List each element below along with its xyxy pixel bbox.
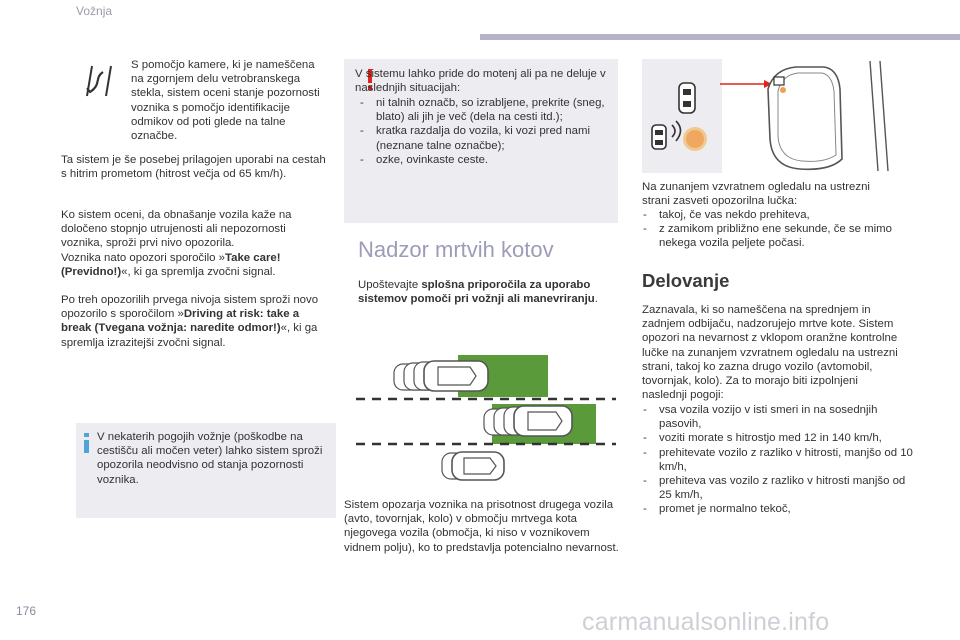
operation-body: Zaznavala, ki so nameščena na sprednjem in zadnjem odbijaču, nadzorujejo mrtve kote. Sistem opozori na nevarnost z vklopom oranžne kontrolne lučke na zunanjem vzvratnem ogledalu na ustrezni strani, takoj ko zazna drugo vozilo (avtomobil, tovornjak, kolo). Za to morajo biti izpolnjeni naslednji pogoji: (642, 304, 898, 402)
warning-box (344, 59, 618, 223)
section-title: Vožnja (76, 4, 113, 18)
paragraph-second-warning: Po treh opozorilih prvega nivoja sistem sproži novo opozorilo s sporočilom »Driving at risk: take a break (Tvegana vožnja: naredite odmor!)«, ki ga spremlja izrazitejši zvočni signal. (61, 294, 319, 349)
list-item: - promet je normalno tekoč, (642, 502, 914, 516)
recommendations-paragraph: Upoštevajte splošna priporočila za uporabo sistemov pomoči pri vožnji ali manevriranju. (358, 279, 598, 306)
list-item: - z zamikom približno ene sekunde, če se mimo nekega vozila peljete počasi. (642, 222, 892, 250)
header-bar (480, 34, 960, 40)
section-heading: Nadzor mrtvih kotov (358, 237, 554, 262)
paragraph-highway: Ta sistem je še posebej prilagojen uporabi na cestah s hitrim prometom (hitrost večja od 65 km/h). (61, 154, 326, 181)
operation-heading: Delovanje (642, 270, 730, 291)
list-item: - prehiteva vas vozilo z razliko v hitrosti manjšo od 25 km/h, (642, 474, 914, 502)
list-item: - voziti morate s hitrostjo med 12 in 140 km/h, (642, 431, 914, 445)
mirror-light-intro: Na zunanjem vzvratnem ogledalu na ustrezni strani zasveti opozorilna lučka: (642, 181, 870, 208)
operation-conditions (642, 403, 914, 517)
lane-departure-icon (84, 64, 114, 98)
list-item: - prehitevate vozilo z razliko v hitrosti, manjšo od 10 km/h, (642, 446, 914, 474)
recommendations-link-text: splošna priporočila za uporabo sistemov pomoči pri vožnji ali manevriranju (358, 279, 595, 306)
blind-spot-description: Sistem opozarja voznika na prisotnost drugega vozila (avto, tovornjak, kolo) v območju mrtvega kota njegovega vozila (območja, ki niso v voznikovem vidnem polju), ko to predstavlja potencialno nevarnost. (344, 499, 619, 554)
list-item: - kratka razdalja do vozila, ki vozi pred nami (neznane talne označbe); (359, 124, 615, 152)
warning-intro: V sistemu lahko pride do motenj ali pa ne deluje v naslednjih situacijah: (355, 68, 606, 95)
page-number: 176 (16, 604, 37, 618)
first-warning-text: Ko sistem oceni, da obnašanje vozila kaže na določeno stopnjo utrujenosti ali nepozornosti voznika, sproži prvi nivo opozorila. (61, 209, 292, 250)
list-item: - ni talnih označb, so izrabljene, prekrite (sneg, blato) ali jih je več (dela na cesti itd.); (359, 96, 615, 124)
mirror-warning-light-icon (720, 59, 892, 173)
mirror-illustration (642, 59, 892, 173)
camera-description: S pomočjo kamere, ki je nameščena na zgornjem delu vetrobranskega stekla, sistem oceni stanje pozornosti voznika s pomočjo identifikacije odmikov od poti glede na talne označbe. (131, 59, 320, 143)
info-icon (84, 433, 90, 453)
list-item: - takoj, če vas nekdo prehiteva, (642, 208, 892, 222)
watermark: carmanualsonline.info (582, 608, 830, 636)
list-item: - ozke, ovinkaste ceste. (359, 153, 615, 167)
info-box (76, 423, 336, 518)
mirror-light-list (642, 208, 892, 251)
driving-at-risk-message: Driving at risk: take a break (Tvegana vožnja: naredite odmor!) (61, 308, 300, 335)
take-care-message: Take care! (Previdno!) (61, 251, 281, 278)
blind-spot-icon (642, 59, 722, 173)
warning-list (359, 96, 615, 167)
list-item: - vsa vozila vozijo v isti smeri in na sosednjih pasovih, (642, 403, 914, 431)
paragraph-first-warning: Ko sistem oceni, da obnašanje vozila kaže na določeno stopnjo utrujenosti ali nepozornosti voznika, sproži prvi nivo opozorila. Voznika nato opozori sporočilo »Take care! (Previdno!)«, ki ga spremlja zvočni signal. (61, 209, 292, 278)
blind-spot-illustration (352, 355, 620, 485)
info-box-text: V nekaterih pogojih vožnje (poškodbe na cestišču ali močen veter) lahko sistem sproži opozorila neodvisno od stanja pozornosti voznika. (97, 431, 323, 486)
